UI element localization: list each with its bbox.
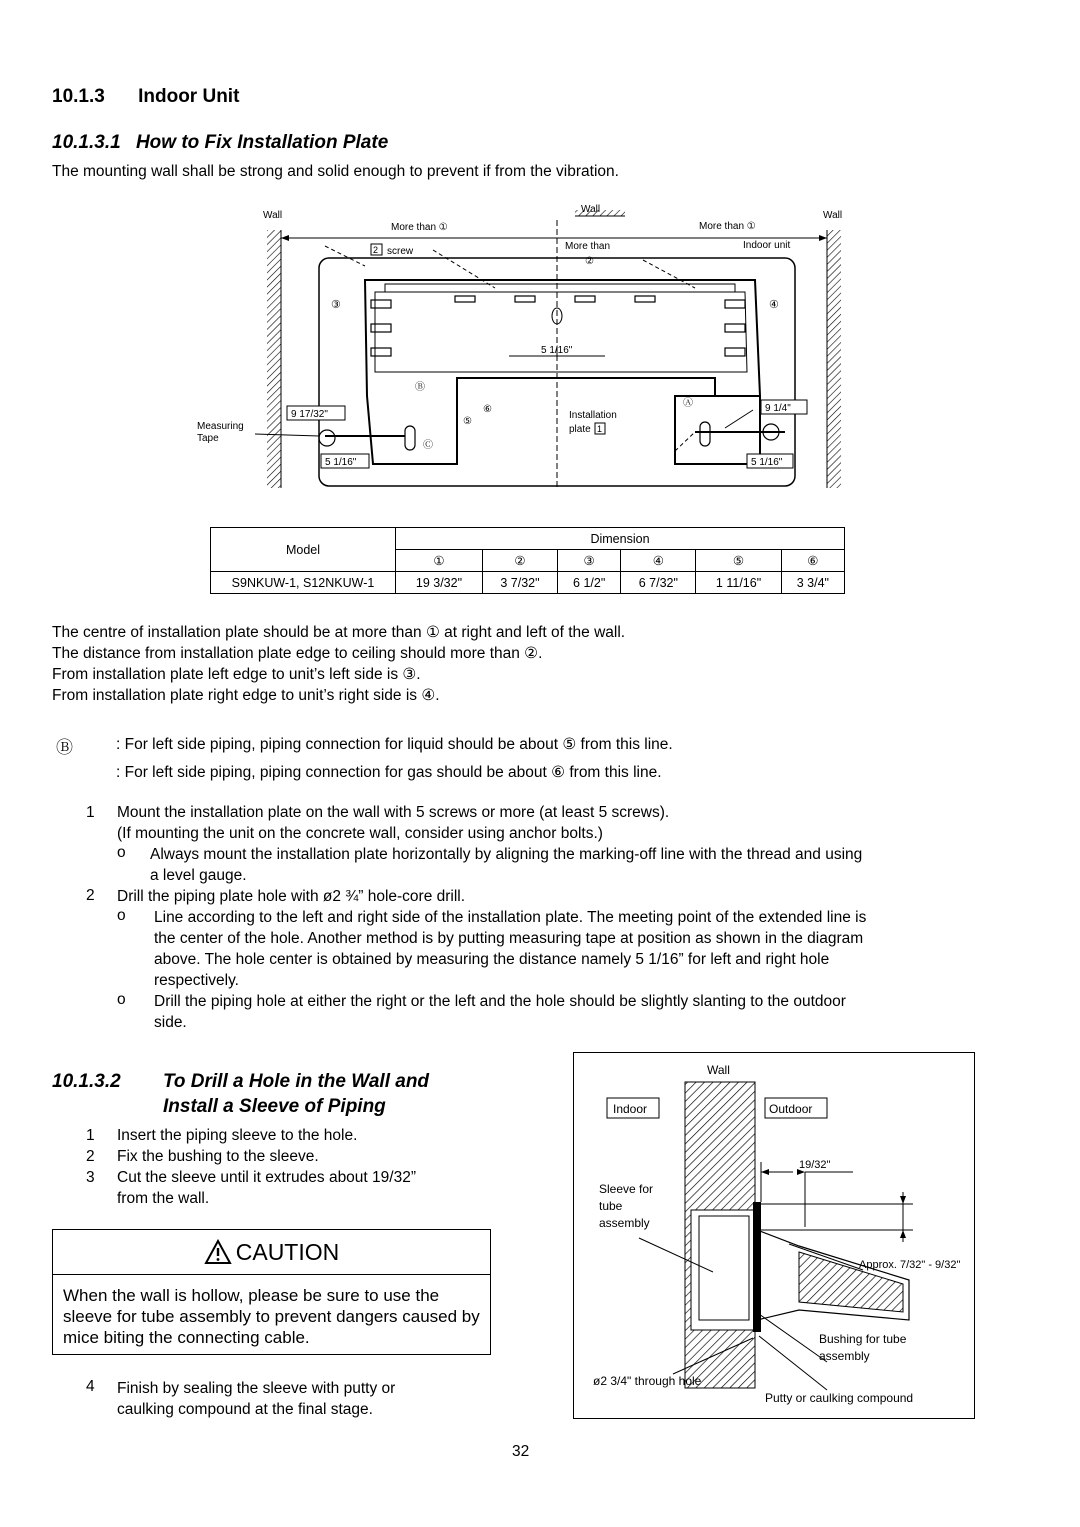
col-header-5: ⑤: [696, 550, 781, 572]
model-header: Model: [211, 528, 396, 572]
sleeve-label-line2: tube: [599, 1199, 623, 1213]
col-header-2: ②: [482, 550, 557, 572]
putty-label: Putty or caulking compound: [765, 1391, 914, 1405]
step-1-bullet-line1: Always mount the installation plate horizontally by aligning the marking-off line with the thread and using: [150, 846, 863, 863]
list-item-text: from the wall.: [117, 1190, 210, 1207]
subsection-2-title-line1: To Drill a Hole in the Wall and: [163, 1071, 430, 1092]
b-note-gas: : For left side piping, piping connection for gas should be about ⑥ from this line.: [116, 764, 662, 781]
mark-6-label: ⑥: [483, 404, 492, 415]
step-1-number: 1: [86, 804, 95, 821]
list-item-number: 1: [86, 1127, 95, 1144]
subsection-title: How to Fix Installation Plate: [135, 132, 389, 153]
step-2-bullet1-mark: o: [117, 907, 126, 924]
subsection-number: 10.1.3.1: [52, 132, 121, 153]
indoor-label: Indoor: [613, 1102, 648, 1116]
step-2-bullet1: [154, 907, 866, 991]
step-2-bullet1-line4: respectively.: [154, 972, 239, 989]
step-2-bullet2-line2: side.: [154, 1014, 187, 1031]
mark-5-label: ⑤: [463, 416, 472, 427]
page-number: 32: [512, 1443, 530, 1460]
sleeve-label-line1: Sleeve for: [599, 1182, 654, 1196]
step-2-number: 2: [86, 887, 95, 904]
sleeve-label-line3: assembly: [599, 1216, 650, 1230]
table-row: [211, 572, 845, 594]
wall-top-label: Wall: [581, 204, 601, 215]
b-mark: Ⓑ: [56, 738, 73, 757]
caution-header: [53, 1230, 490, 1275]
installation-label: Installation: [569, 410, 617, 421]
mark-3-label: ③: [331, 299, 341, 311]
step-4-line1: Finish by sealing the sleeve with putty or: [117, 1380, 396, 1397]
step-1-line1: Mount the installation plate on the wall with 5 screws or more (at least 5 screws).: [117, 804, 670, 821]
more-than-1-right: More than ①: [699, 221, 756, 232]
list-item-text: Cut the sleeve until it extrudes about 19/32”: [117, 1169, 416, 1186]
step-4-line2: caulking compound at the final stage.: [117, 1401, 373, 1418]
note-line: The distance from installation plate edge to ceiling should more than ②.: [52, 645, 543, 662]
dimension-header: Dimension: [396, 528, 845, 550]
step-1-line2: (If mounting the unit on the concrete wall, consider using anchor bolts.): [117, 825, 603, 842]
tape-label: Tape: [197, 433, 219, 444]
dim-left-top: 9 17/32": [291, 409, 328, 420]
more-than-1-left: More than ①: [391, 222, 448, 233]
installation-plate-diagram: [195, 196, 860, 496]
caution-text: When the wall is hollow, please be sure to use the sleeve for tube assembly to prevent dangers caused by mice biting the connecting cable.: [63, 1286, 480, 1347]
step-1-bullet-line2: a level gauge.: [150, 867, 247, 884]
list-item-number: 3: [86, 1169, 95, 1186]
left-wall: [267, 230, 281, 488]
value-cell-3: 6 1/2": [558, 572, 621, 594]
step-2-line1: Drill the piping plate hole with ø2 ¾” hole-core drill.: [117, 888, 466, 905]
outdoor-label: Outdoor: [769, 1102, 813, 1116]
note-line: From installation plate right edge to unit’s right side is ④.: [52, 687, 440, 704]
value-cell-1: 19 3/32": [396, 572, 483, 594]
note-line: The centre of installation plate should be at more than ① at right and left of the wall.: [52, 624, 626, 641]
mark-4-label: ④: [769, 299, 779, 311]
list-item: [86, 1125, 486, 1146]
step-2-bullet1-line3: above. The hole center is obtained by measuring the distance namely 5 1/16” for left and right hole: [154, 951, 830, 968]
subsection-heading-1: [52, 132, 388, 154]
screw-label: screw: [387, 246, 414, 257]
through-hole-label: ø2 3/4" through hole: [593, 1374, 702, 1388]
col-header-3: ③: [558, 550, 621, 572]
mark-a-label: Ⓐ: [683, 398, 693, 409]
more-than-2-label: More than: [565, 241, 611, 252]
screw-number: 2: [373, 245, 379, 255]
list-item: [86, 1167, 486, 1188]
dim-right-bottom: 5 1/16": [751, 457, 783, 468]
section-title: Indoor Unit: [138, 86, 240, 107]
plate-number: 1: [597, 424, 603, 434]
caution-box: [52, 1229, 491, 1355]
value-cell-2: 3 7/32": [482, 572, 557, 594]
wall-label: Wall: [707, 1063, 730, 1077]
mark-c-label: Ⓒ: [423, 440, 433, 451]
value-cell-4: 6 7/32": [621, 572, 696, 594]
list-item-text: Fix the bushing to the sleeve.: [117, 1148, 319, 1165]
notes-block: [52, 622, 625, 706]
more-than-2-mark: ②: [585, 256, 594, 267]
dimension-table: [210, 527, 845, 594]
list-item-number: [86, 1188, 117, 1209]
wall-left-label: Wall: [263, 210, 283, 221]
subsection-2-title-line2: Install a Sleeve of Piping: [163, 1096, 386, 1117]
caution-title: CAUTION: [235, 1238, 340, 1265]
sub2-list: [86, 1125, 486, 1209]
wall-right-label: Wall: [823, 210, 843, 221]
col-header-1: ①: [396, 550, 483, 572]
indoor-unit-label: Indoor unit: [743, 240, 791, 251]
warning-triangle-icon: [204, 1239, 232, 1265]
list-item-text: Insert the piping sleeve to the hole.: [117, 1127, 358, 1144]
list-item: [86, 1188, 486, 1209]
step-4-number: 4: [86, 1378, 95, 1395]
subsection-2-number: 10.1.3.2: [52, 1071, 121, 1092]
approx-label: Approx. 7/32" - 9/32": [859, 1259, 961, 1271]
bushing-label-line2: assembly: [819, 1349, 870, 1363]
right-wall: [827, 230, 841, 488]
bushing-label-line1: Bushing for tube: [819, 1332, 907, 1346]
section-number: 10.1.3: [52, 86, 105, 107]
value-cell-6: 3 3/4": [781, 572, 844, 594]
sleeve-diagram: [573, 1052, 975, 1419]
col-header-6: ⑥: [781, 550, 844, 572]
model-cell: S9NKUW-1, S12NKUW-1: [211, 572, 396, 594]
value-cell-5: 1 11/16": [696, 572, 781, 594]
step-2-bullet1-line1: Line according to the left and right side of the installation plate. The meeting point of the extended line is: [154, 909, 867, 926]
center-dimension: 5 1/16": [541, 345, 573, 356]
dim-right-top: 9 1/4": [765, 403, 791, 414]
plate-label: plate: [569, 424, 591, 435]
col-header-4: ④: [621, 550, 696, 572]
step-1-bullet-mark: o: [117, 844, 126, 861]
note-line: From installation plate left edge to unit’s left side is ③.: [52, 666, 421, 683]
mark-b-label: Ⓑ: [415, 382, 425, 393]
list-item: [86, 1146, 486, 1167]
intro-text: The mounting wall shall be strong and solid enough to prevent if from the vibration.: [52, 163, 619, 180]
dim-left-bottom: 5 1/16": [325, 457, 357, 468]
step-2-bullet1-line2: the center of the hole. Another method is by putting measuring tape at position as shown in the diagram: [154, 930, 864, 947]
b-note-liquid: : For left side piping, piping connection for liquid should be about ⑤ from this line.: [116, 736, 673, 753]
step-2-bullet2-mark: o: [117, 991, 126, 1008]
step-2-bullet2: [154, 991, 846, 1033]
step-2-bullet2-line1: Drill the piping hole at either the right or the left and the hole should be slightly slanting to the outdoor: [154, 993, 846, 1010]
dim-top-label: 19/32": [799, 1159, 831, 1171]
subsection-heading-2: [52, 1071, 430, 1093]
list-item-number: 2: [86, 1148, 95, 1165]
section-heading: [52, 86, 239, 108]
measuring-label: Measuring: [197, 421, 244, 432]
